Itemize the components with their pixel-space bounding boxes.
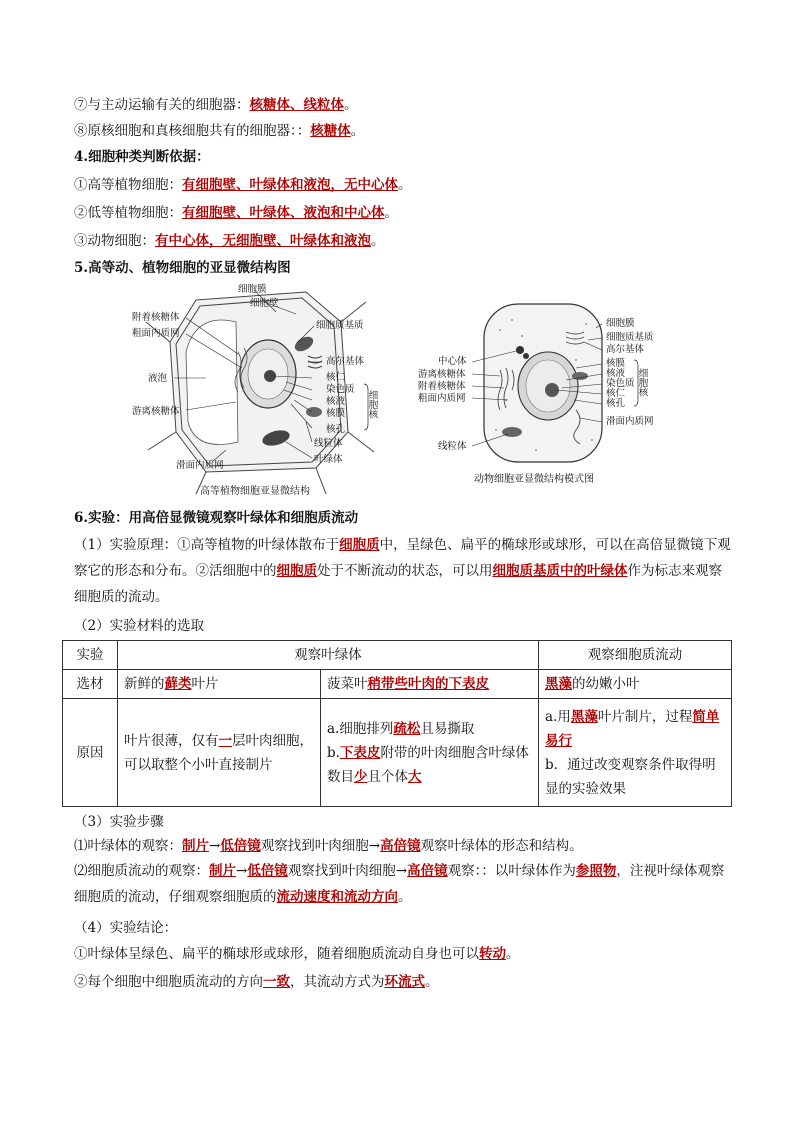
- table-row: [63, 670, 732, 699]
- text: ，其流动方式为: [290, 974, 385, 990]
- answer: 低倍镜: [247, 863, 288, 879]
- text: 观察找到叶肉细胞→: [260, 838, 381, 854]
- answer: 有中心体，无细胞壁、叶绿体和液泡: [155, 233, 371, 249]
- text: 作为标志来观察细胞质的流动。: [74, 563, 722, 605]
- animal-cell-figure: [416, 300, 678, 490]
- line-text: ⑦与主动运输有关的细胞器：: [74, 97, 250, 113]
- plant-label: 叶绿体: [314, 454, 343, 465]
- animal-label: 核仁: [606, 388, 626, 399]
- plant-label: 核孔: [326, 424, 346, 435]
- plant-label: 核液: [326, 396, 346, 407]
- text: 叶片: [191, 676, 219, 692]
- answer: 一致: [263, 974, 290, 990]
- answer: 细胞质: [339, 537, 380, 553]
- materials-table: [62, 640, 732, 807]
- text: 观察叶绿体的形态和结构。: [420, 838, 583, 854]
- animal-nucleus-label: 细胞核: [636, 368, 648, 397]
- plant-label: 滑面内质网: [176, 460, 224, 471]
- answer: 藓类: [164, 676, 192, 692]
- plant-nucleus-label: 细胞核: [366, 390, 378, 419]
- animal-label: 附着核糖体: [418, 381, 466, 392]
- answer: 参照物: [575, 863, 617, 879]
- conclusion-1: [74, 944, 520, 964]
- line-lower-plant: [74, 203, 398, 223]
- text: 叶片制片，过程: [597, 708, 693, 725]
- line-text: ⑧原核细胞和真核细胞共有的细胞器：：: [74, 123, 311, 139]
- text: （1）实验原理：①高等植物的叶绿体散布于: [74, 537, 340, 553]
- answer: 核糖体、线粒体: [249, 97, 344, 113]
- answer: 黑藻: [570, 708, 598, 725]
- table-row: [63, 641, 732, 670]
- line-7: [74, 95, 358, 115]
- line-text: ②低等植物细胞：: [74, 205, 182, 221]
- animal-label: 游离核糖体: [418, 369, 466, 380]
- materials-heading: （2）实验材料的选取: [74, 618, 205, 634]
- plant-label: 游离核糖体: [132, 406, 180, 417]
- heading-6: 6.实验：用高倍显微镜观察叶绿体和细胞质流动: [74, 510, 359, 526]
- step-2: [74, 858, 734, 910]
- line-higher-plant: [74, 175, 412, 195]
- answer: 下表皮: [339, 744, 381, 761]
- plant-caption: 高等植物细胞亚显微结构: [200, 486, 310, 497]
- text: 。: [425, 974, 439, 990]
- answer: 制片: [182, 838, 209, 854]
- answer: 黑藻: [545, 676, 572, 692]
- reason-b: [327, 741, 532, 789]
- heading-5: 5.高等动、植物细胞的亚显微结构图: [74, 260, 291, 276]
- table-cell: [539, 699, 732, 807]
- answer: 核糖体: [310, 123, 351, 139]
- answer: 大: [408, 768, 422, 785]
- line-8: [74, 121, 364, 141]
- text: a.用: [545, 708, 571, 725]
- principle-paragraph: [74, 532, 734, 610]
- table-cell: [321, 699, 539, 807]
- answer: 环流式: [384, 974, 425, 990]
- table-header-cell: 观察细胞质流动: [539, 641, 732, 670]
- reason-b: b．通过改变观察条件取得明显的实验效果: [545, 756, 716, 797]
- animal-label: 细胞质基质: [606, 332, 654, 343]
- text: 中，呈绿色、扁平的椭球形或球形，可以在高倍显微镜下观察它的形态和分布。②活细胞中的: [74, 537, 731, 579]
- answer: 转动: [479, 946, 506, 962]
- answer: 低倍镜: [220, 838, 261, 854]
- text: ⑴叶绿体的观察：: [74, 838, 182, 854]
- plant-label: 高尔基体: [326, 356, 365, 367]
- answer: 一: [218, 732, 232, 749]
- animal-label: 核液: [606, 368, 626, 379]
- line-text: ①高等植物细胞：: [74, 177, 182, 193]
- punct: 。: [398, 177, 412, 193]
- text: 且个体: [367, 768, 408, 785]
- answer: 少: [354, 768, 368, 785]
- answer: 流动速度和流动方向: [276, 889, 398, 905]
- animal-label: 染色质: [606, 378, 635, 389]
- table-cell: [118, 670, 321, 699]
- text: 。: [506, 946, 520, 962]
- steps-heading: （3）实验步骤: [74, 814, 164, 830]
- answer: 疏松: [393, 720, 421, 737]
- text: ，注视叶绿体观察细胞质的流动，仔细观察细胞质的: [74, 863, 725, 905]
- table-row-head: 选材: [63, 670, 118, 699]
- plant-label: 液泡: [148, 373, 168, 384]
- plant-label: 粗面内质网: [132, 328, 180, 339]
- table-row-head: 原因: [63, 699, 118, 807]
- animal-label: 核孔: [606, 398, 626, 409]
- heading-4: 4.细胞种类判断依据：: [74, 149, 210, 165]
- text: ②每个细胞中细胞质流动的方向: [74, 974, 263, 990]
- text: 。: [398, 889, 412, 905]
- line-text: ③动物细胞：: [74, 233, 155, 249]
- answer: 高倍镜: [380, 838, 421, 854]
- text: ⑵细胞质流动的观察：: [74, 863, 209, 879]
- text: 观察找到叶肉细胞→: [287, 863, 408, 879]
- plant-label: 染色质: [326, 384, 355, 395]
- answer: 稍带些叶肉的下表皮: [367, 676, 489, 692]
- answer: 有细胞壁、叶绿体和液泡，无中心体: [182, 177, 398, 193]
- punct: 。: [350, 123, 365, 139]
- animal-label: 核膜: [606, 358, 626, 369]
- plant-label: 细胞质基质: [316, 320, 364, 331]
- plant-cell-figure: [126, 282, 394, 500]
- step-1: [74, 836, 583, 856]
- table-header-cell: 实验: [63, 641, 118, 670]
- table-cell: [539, 670, 732, 699]
- table-cell: [321, 670, 539, 699]
- animal-label: 中心体: [438, 356, 467, 367]
- plant-label: 细胞膜: [238, 284, 267, 295]
- conclusion-heading: （4）实验结论：: [74, 920, 178, 936]
- plant-label: 附着核糖体: [132, 312, 180, 323]
- text: 附带的叶肉细胞含叶绿体数目: [327, 744, 529, 785]
- text: 观察：：以叶绿体作为: [447, 863, 576, 879]
- line-animal: [74, 231, 385, 251]
- punct: 。: [384, 205, 398, 221]
- text: 且易撕取: [420, 720, 475, 737]
- table-header-cell: 观察叶绿体: [118, 641, 539, 670]
- text: 叶片很薄，仅有: [124, 732, 219, 749]
- text: 的幼嫩小叶: [572, 676, 640, 692]
- plant-label: 核仁: [326, 372, 346, 383]
- text: →: [209, 838, 221, 854]
- animal-label: 滑面内质网: [606, 416, 654, 427]
- punct: 。: [344, 97, 358, 113]
- reason-a: [327, 717, 532, 741]
- text: b.: [327, 744, 340, 761]
- text: 层叶肉细胞，可以取整个小叶直接制片: [124, 732, 313, 773]
- text: a.细胞排列: [327, 720, 394, 737]
- answer: 制片: [209, 863, 236, 879]
- text: 菠菜叶: [327, 676, 368, 692]
- table-cell: [118, 699, 321, 807]
- answer: 有细胞壁、叶绿体、液泡和中心体: [182, 205, 385, 221]
- punct: 。: [371, 233, 385, 249]
- animal-caption: 动物细胞亚显微结构模式图: [474, 474, 594, 485]
- answer: 高倍镜: [407, 863, 448, 879]
- plant-label: 细胞壁: [250, 298, 279, 309]
- text: ①叶绿体呈绿色、扁平的椭球形或球形，随着细胞质流动自身也可以: [74, 946, 479, 962]
- answer: 细胞质基质中的叶绿体: [492, 563, 628, 579]
- plant-label: 线粒体: [314, 438, 343, 449]
- table-row: [63, 699, 732, 807]
- text: →: [236, 863, 248, 879]
- animal-label: 细胞膜: [606, 318, 635, 329]
- conclusion-2: [74, 972, 439, 992]
- animal-label: 粗面内质网: [418, 393, 466, 404]
- reason-a: [545, 705, 725, 753]
- animal-label: 高尔基体: [606, 344, 645, 355]
- answer: 细胞质: [276, 563, 317, 579]
- text: 处于不断流动的状态，可以用: [317, 563, 493, 579]
- answer: 简单易行: [545, 708, 720, 749]
- plant-label: 核膜: [326, 408, 346, 419]
- text: 新鲜的: [124, 676, 165, 692]
- animal-label: 线粒体: [438, 441, 467, 452]
